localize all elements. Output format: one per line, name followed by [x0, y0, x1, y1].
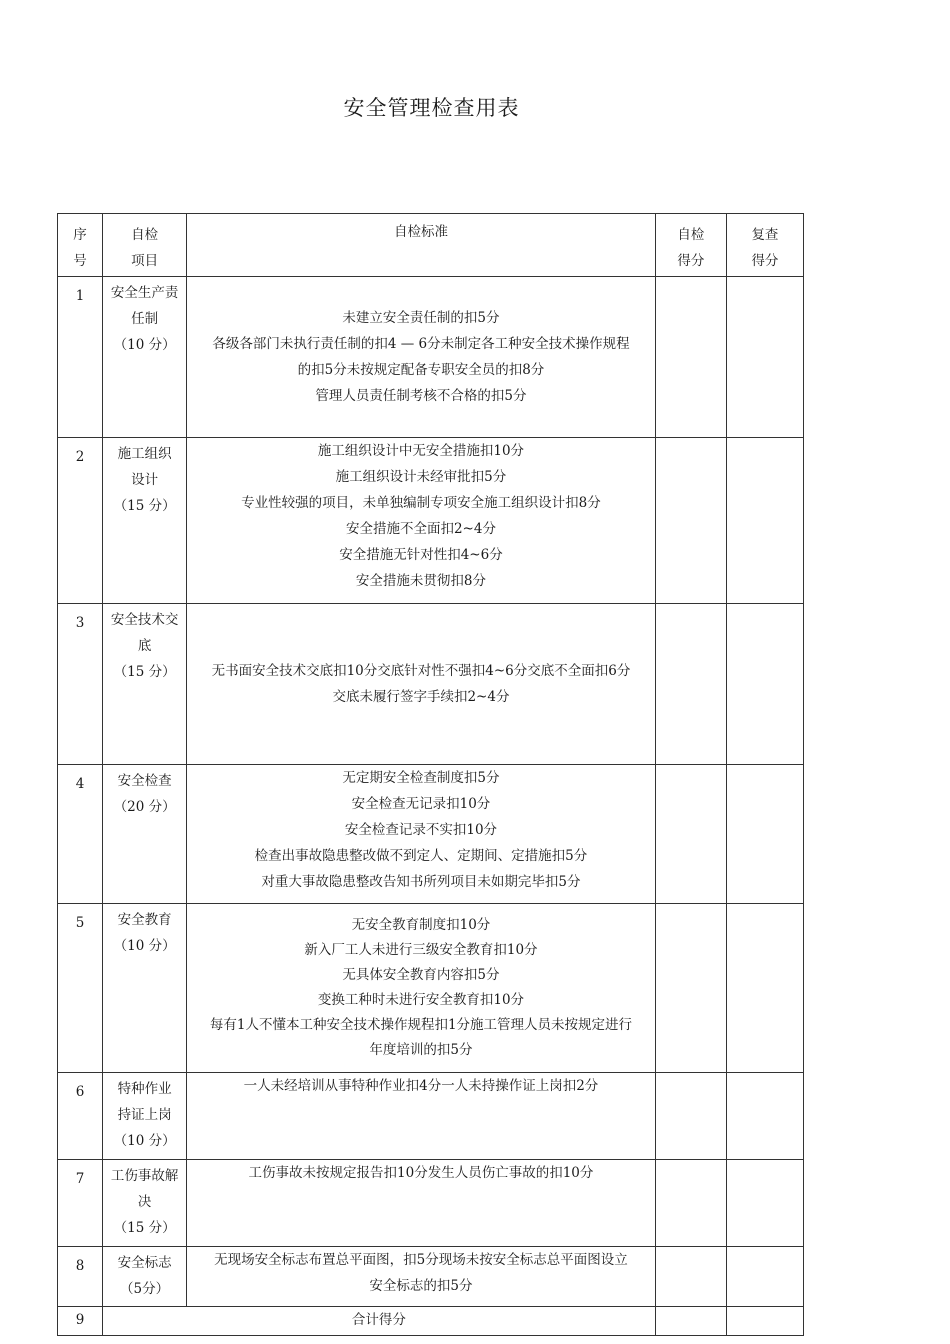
table-row [58, 1247, 804, 1307]
table-row [58, 438, 804, 604]
row-number: 5 [58, 904, 103, 1073]
self-score-cell[interactable] [655, 1073, 726, 1160]
self-score-cell[interactable] [655, 1160, 726, 1247]
row-number: 6 [58, 1073, 103, 1160]
recheck-score-cell[interactable] [726, 438, 803, 604]
page-title: 安全管理检查用表 [343, 96, 520, 120]
self-score-cell[interactable] [655, 604, 726, 765]
row-number: 8 [58, 1247, 103, 1307]
recheck-score-cell[interactable] [726, 1160, 803, 1247]
row-item: 安全检查 （20 分） [103, 765, 187, 904]
row-number: 9 [58, 1307, 103, 1336]
table-row [58, 765, 804, 904]
self-score-cell[interactable] [655, 277, 726, 438]
row-item: 施工组织 设计 （15 分） [103, 438, 187, 604]
total-row [58, 1307, 804, 1336]
inspection-table [57, 213, 804, 1336]
row-standard: 无定期安全检查制度扣5分 安全检查无记录扣10分 安全检查记录不实扣10分 检查出事故隐患整改做不到定人、定期间、定措施扣5分 对重大事故隐患整改告知书所列项目未如期完毕扣5分 [187, 765, 656, 904]
total-recheck-score-cell[interactable] [726, 1307, 803, 1336]
row-standard: 施工组织设计中无安全措施扣10分 施工组织设计未经审批扣5分 专业性较强的项目，未单独编制专项安全施工组织设计扣8分 安全措施不全面扣2~4分 安全措施无针对性扣4~6分 安全措施未贯彻扣8分 [187, 438, 656, 604]
recheck-score-cell[interactable] [726, 765, 803, 904]
header-self-score: 自检 得分 [655, 214, 726, 277]
self-score-cell[interactable] [655, 1247, 726, 1307]
row-number: 4 [58, 765, 103, 904]
header-item: 自检 项目 [103, 214, 187, 277]
recheck-score-cell[interactable] [726, 277, 803, 438]
table-row [58, 1073, 804, 1160]
recheck-score-cell[interactable] [726, 1247, 803, 1307]
row-item: 安全标志 （5分） [103, 1247, 187, 1307]
row-standard: 未建立安全责任制的扣5分 各级各部门未执行责任制的扣4 — 6分未制定各工种安全技术操作规程 的扣5分未按规定配备专职安全员的扣8分 管理人员责任制考核不合格的扣5分 [187, 277, 656, 438]
row-standard: 工伤事故未按规定报告扣10分发生人员伤亡事故的扣10分 [187, 1160, 656, 1247]
row-standard: 一人未经培训从事特种作业扣4分一人未持操作证上岗扣2分 [187, 1073, 656, 1160]
header-row [58, 214, 804, 277]
row-standard: 无书面安全技术交底扣10分交底针对性不强扣4~6分交底不全面扣6分 交底未履行签字手续扣2~4分 [187, 604, 656, 765]
header-recheck-score: 复查 得分 [726, 214, 803, 277]
recheck-score-cell[interactable] [726, 1073, 803, 1160]
row-item: 工伤事故解 决 （15 分） [103, 1160, 187, 1247]
recheck-score-cell[interactable] [726, 604, 803, 765]
row-standard: 无现场安全标志布置总平面图，扣5分现场未按安全标志总平面图设立 安全标志的扣5分 [187, 1247, 656, 1307]
row-item: 安全技术交 底 （15 分） [103, 604, 187, 765]
self-score-cell[interactable] [655, 765, 726, 904]
table-row [58, 277, 804, 438]
header-standard: 自检标准 [187, 214, 656, 277]
self-score-cell[interactable] [655, 438, 726, 604]
row-item: 安全教育 （10 分） [103, 904, 187, 1073]
row-item: 安全生产责 任制 （10 分） [103, 277, 187, 438]
recheck-score-cell[interactable] [726, 904, 803, 1073]
table-row [58, 604, 804, 765]
row-number: 1 [58, 277, 103, 438]
row-number: 7 [58, 1160, 103, 1247]
self-score-cell[interactable] [655, 904, 726, 1073]
total-self-score-cell[interactable] [655, 1307, 726, 1336]
total-label: 合计得分 [103, 1307, 656, 1336]
header-no: 序 号 [58, 214, 103, 277]
row-item: 特种作业 持证上岗 （10 分） [103, 1073, 187, 1160]
row-number: 3 [58, 604, 103, 765]
table-row [58, 1160, 804, 1247]
row-standard: 无安全教育制度扣10分 新入厂工人未进行三级安全教育扣10分 无具体安全教育内容扣5分 变换工种时未进行安全教育扣10分 每有1人不懂本工种安全技术操作规程扣1分施工管理人员未按规定进行 年度培训的扣5分 [187, 904, 656, 1073]
row-number: 2 [58, 438, 103, 604]
table-row [58, 904, 804, 1073]
